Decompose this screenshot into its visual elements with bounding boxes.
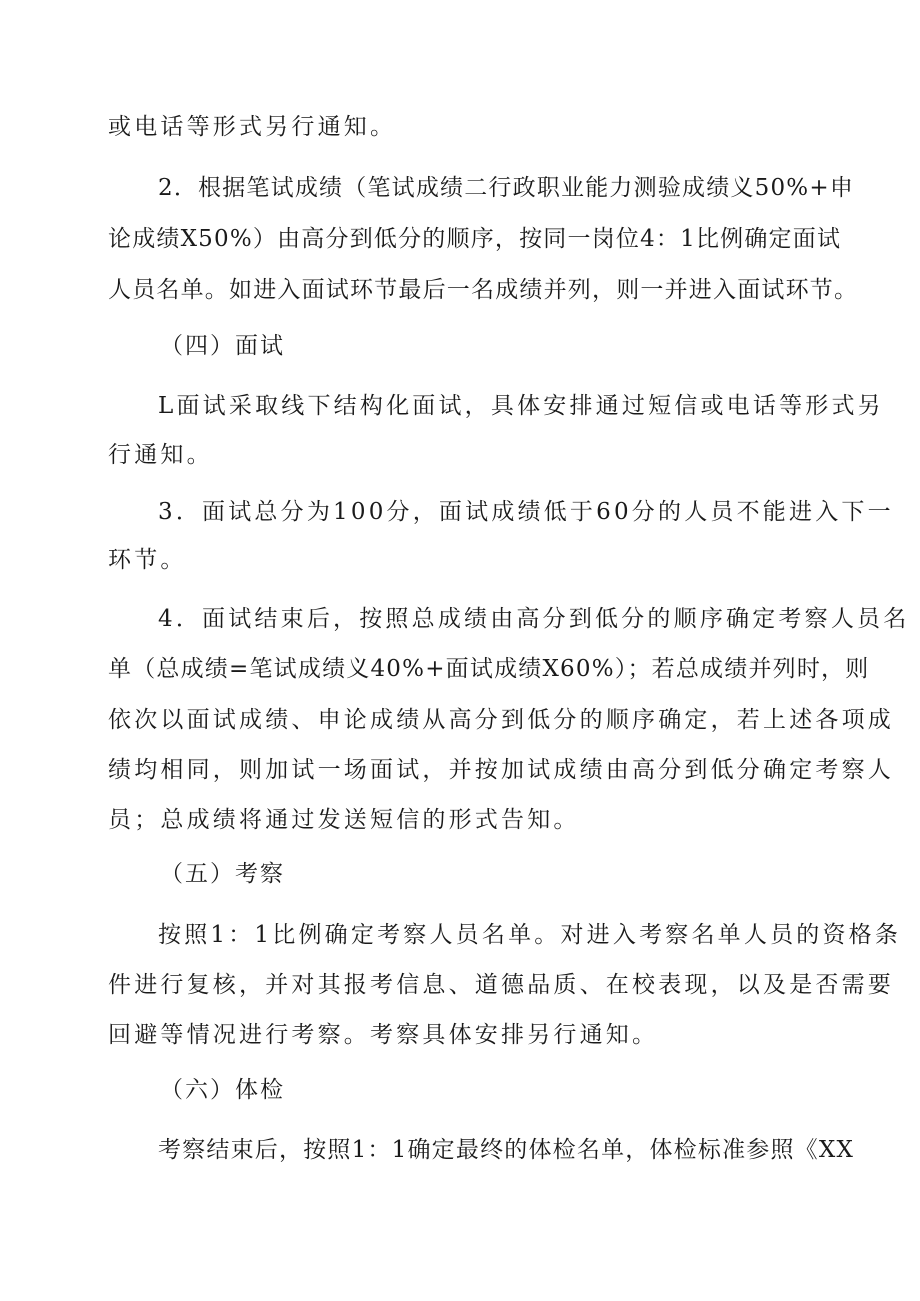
paragraph-line: 2．根据笔试成绩（笔试成绩二行政职业能力测验成绩义50%+申 [158, 175, 855, 201]
paragraph-line: 3．面试总分为100分，面试成绩低于60分的人员不能进入下一 [158, 499, 894, 525]
paragraph-line: 行通知。 [108, 442, 213, 468]
section-heading-inspection: （五）考察 [160, 861, 285, 887]
paragraph-line: 依次以面试成绩、申论成绩从高分到低分的顺序确定，若上述各项成 [108, 707, 894, 733]
paragraph-line: 单（总成绩=笔试成绩义40%+面试成绩X60%）；若总成绩并列时，则 [108, 656, 870, 682]
paragraph-line: 员；总成绩将通过发送短信的形式告知。 [108, 807, 580, 833]
paragraph-line: 论成绩X50%）由高分到低分的顺序，按同一岗位4：1比例确定面试 [108, 226, 842, 252]
paragraph-line: 回避等情况进行考察。考察具体安排另行通知。 [108, 1022, 659, 1048]
section-heading-medical-exam: （六）体检 [160, 1077, 285, 1103]
paragraph-line: 考察结束后，按照1：1确定最终的体检名单，体检标准参照《XX [158, 1137, 855, 1163]
paragraph-line: 或电话等形式另行通知。 [108, 114, 397, 140]
paragraph-line: 绩均相同，则加试一场面试，并按加试成绩由高分到低分确定考察人 [108, 757, 894, 783]
section-heading-interview: （四）面试 [160, 333, 285, 359]
paragraph-line: 环节。 [108, 547, 187, 573]
paragraph-line: 按照1：1比例确定考察人员名单。对进入考察名单人员的资格条 [158, 922, 902, 948]
paragraph-line: 4．面试结束后，按照总成绩由高分到低分的顺序确定考察人员名 [158, 606, 910, 632]
paragraph-line: 件进行复核，并对其报考信息、道德品质、在校表现，以及是否需要 [108, 972, 894, 998]
paragraph-line: 人员名单。如进入面试环节最后一名成绩并列，则一并进入面试环节。 [108, 277, 859, 303]
paragraph-line: L面试采取线下结构化面试，具体安排通过短信或电话等形式另 [158, 393, 884, 419]
